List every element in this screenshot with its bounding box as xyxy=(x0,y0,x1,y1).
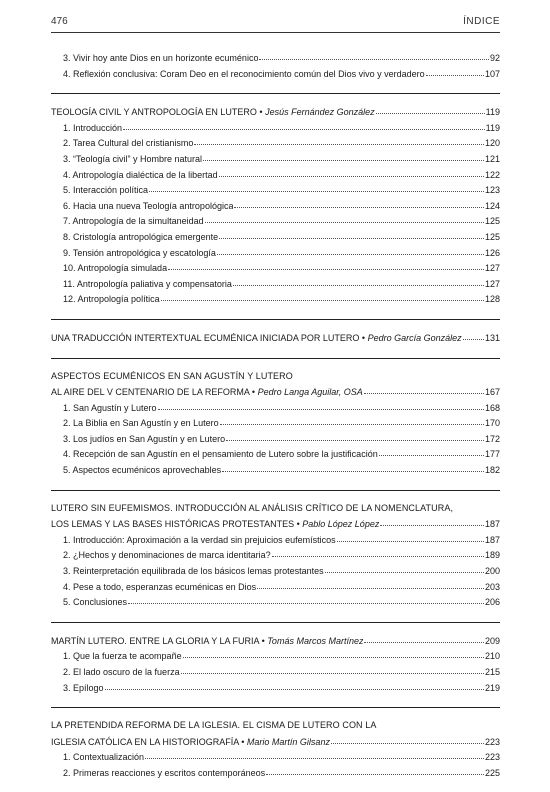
dot-leader xyxy=(219,166,484,177)
page-ref: 223 xyxy=(484,752,500,763)
entry-label: 3. Vivir hoy ante Dios en un horizonte ecuménico xyxy=(63,53,259,63)
page-ref: 189 xyxy=(484,550,500,561)
page-ref: 200 xyxy=(484,566,500,577)
dot-leader xyxy=(205,212,484,223)
entry-label: 1. Introducción: Aproximación a la verdad sin prejuicios eufemísticos xyxy=(63,534,336,545)
entry-label: 1. Introducción xyxy=(63,122,123,133)
toc-entry[interactable] xyxy=(51,664,500,680)
dot-leader xyxy=(259,49,489,60)
dot-leader xyxy=(217,244,484,255)
page-ref: 223 xyxy=(484,736,500,747)
dot-leader xyxy=(194,134,484,145)
entry-label: 4. Pese a todo, esperanzas ecuménicas en Dios xyxy=(63,581,257,592)
entry-label: 5. Conclusiones xyxy=(63,597,128,608)
toc-entry[interactable] xyxy=(51,198,500,214)
toc-entry[interactable] xyxy=(51,120,500,136)
author-bullet: • xyxy=(259,107,263,118)
page-ref: 225 xyxy=(484,767,500,778)
section-author: Mario Martín Gilsanz xyxy=(246,736,330,747)
entry-label: 4. Antropología dialéctica de la libertad xyxy=(63,169,218,180)
dot-leader xyxy=(376,103,485,114)
toc-entry[interactable] xyxy=(51,446,500,462)
page-ref: 203 xyxy=(484,581,500,592)
toc-entry[interactable] xyxy=(51,547,500,563)
section-heading-text xyxy=(51,331,462,347)
page-ref: 177 xyxy=(484,449,500,460)
page-ref: 172 xyxy=(484,433,500,444)
toc-entry[interactable] xyxy=(51,151,500,167)
page-ref: 168 xyxy=(484,402,500,413)
dot-leader xyxy=(364,383,484,394)
page-ref: 206 xyxy=(484,597,500,608)
page-ref: 170 xyxy=(484,418,500,429)
page-ref: 107 xyxy=(484,68,500,79)
dot-leader xyxy=(226,430,484,441)
page-ref: 167 xyxy=(484,387,500,398)
entry-label: 2. La Biblia en San Agustín y en Lutero xyxy=(63,418,219,429)
toc-entry[interactable] xyxy=(51,749,500,765)
dot-leader xyxy=(123,119,485,130)
dot-leader xyxy=(203,150,484,161)
section-heading[interactable] xyxy=(51,734,500,750)
toc-section xyxy=(51,93,500,307)
toc-section xyxy=(51,358,500,478)
dot-leader xyxy=(272,546,484,557)
entry-label: 4. Reflexión conclusiva: Coram Deo en el reconocimiento común del Dios vivo y verdadero xyxy=(63,68,425,79)
section-heading[interactable] xyxy=(51,104,500,120)
entry-label: 4. Recepción de san Agustín en el pensamiento de Lutero sobre la justificación xyxy=(63,449,378,460)
toc-entry[interactable] xyxy=(51,765,500,781)
page-ref: 127 xyxy=(484,278,500,289)
entry-label: 8. Cristología antropológica emergente xyxy=(63,231,219,242)
dot-leader xyxy=(426,65,484,76)
entry-label: 2. El lado oscuro de la fuerza xyxy=(63,667,180,677)
dot-leader xyxy=(257,578,484,589)
section-heading[interactable] xyxy=(51,516,500,532)
author-bullet: • xyxy=(296,519,300,530)
page-ref: 187 xyxy=(484,534,500,545)
toc-entry[interactable] xyxy=(51,260,500,276)
dot-leader xyxy=(463,329,484,340)
running-title: ÍNDICE xyxy=(463,16,500,27)
dot-leader xyxy=(233,275,484,286)
dot-leader xyxy=(364,632,484,643)
entry-label: 11. Antropología paliativa y compensatoria xyxy=(63,278,232,289)
toc-section xyxy=(51,319,500,346)
entry-label: 5. Interacción política xyxy=(63,185,149,196)
entry-label: 2. Tarea Cultural del cristianismo xyxy=(63,138,194,149)
section-title: UNA TRADUCCIÓN INTERTEXTUAL ECUMÉNICA INICIADA POR LUTERO xyxy=(51,332,360,343)
page-ref: 182 xyxy=(484,465,500,476)
entry-label: 1. Que la fuerza te acompañe xyxy=(63,651,182,662)
entry-label: 3. Epílogo xyxy=(63,682,104,693)
page-ref: 125 xyxy=(484,216,500,227)
toc-entry[interactable] xyxy=(51,579,500,595)
section-title: TEOLOGÍA CIVIL Y ANTROPOLOGÍA EN LUTERO xyxy=(51,107,257,118)
dot-leader xyxy=(380,515,484,526)
page-header xyxy=(51,14,500,33)
entry-label: 5. Aspectos ecuménicos aprovechables xyxy=(63,465,222,476)
entry-label: 1. San Agustín y Lutero xyxy=(63,402,157,413)
toc-entry[interactable] xyxy=(51,66,500,82)
dot-leader xyxy=(337,531,484,542)
page-ref: 131 xyxy=(484,332,500,343)
section-title: MARTÍN LUTERO. ENTRE LA GLORIA Y LA FURIA xyxy=(51,635,260,646)
page-ref: 127 xyxy=(484,263,500,274)
toc-entry[interactable] xyxy=(51,415,500,431)
entry-label: 9. Tensión antropológica y escatología xyxy=(63,247,216,258)
page-ref: 210 xyxy=(484,651,500,662)
dot-leader xyxy=(158,399,484,410)
toc-entry[interactable] xyxy=(51,648,500,664)
dot-leader xyxy=(219,228,484,239)
dot-leader xyxy=(379,445,484,456)
toc-entry[interactable] xyxy=(51,462,500,478)
entry-label: 2. Primeras reacciones y escritos contemporáneos xyxy=(63,767,266,778)
toc-entry[interactable] xyxy=(51,182,500,198)
section-author: Jesús Fernández González xyxy=(265,107,375,118)
author-bullet: • xyxy=(251,387,256,398)
toc-entry[interactable] xyxy=(51,532,500,548)
author-bullet: • xyxy=(261,635,265,646)
section-title: LOS LEMAS Y LAS BASES HISTÓRICAS PROTESTANTES xyxy=(51,519,295,530)
dot-leader xyxy=(145,748,484,759)
page-ref: 125 xyxy=(484,231,500,242)
dot-leader xyxy=(128,593,484,604)
author-bullet: • xyxy=(361,332,366,343)
toc-entry[interactable] xyxy=(51,229,500,245)
toc-section xyxy=(51,50,500,81)
section-title-line: LUTERO SIN EUFEMISMOS. INTRODUCCIÓN AL ANÁLISIS CRÍTICO DE LA NOMENCLATURA, xyxy=(51,502,454,513)
table-of-contents xyxy=(51,50,500,781)
page-ref: 128 xyxy=(484,294,500,305)
toc-entry[interactable] xyxy=(51,680,500,696)
entry-label: 1. Contextualización xyxy=(63,752,145,763)
dot-leader xyxy=(266,764,484,775)
page-ref: 187 xyxy=(484,519,500,530)
toc-section xyxy=(51,707,500,780)
page-ref: 209 xyxy=(484,635,500,646)
page-ref: 121 xyxy=(484,153,500,164)
toc-section xyxy=(51,622,500,695)
toc-entry[interactable] xyxy=(51,167,500,183)
toc-entry[interactable] xyxy=(51,431,500,447)
dot-leader xyxy=(161,290,484,301)
section-title-line: LA PRETENDIDA REFORMA DE LA IGLESIA. EL CISMA DE LUTERO CON LA xyxy=(51,720,377,731)
toc-entry[interactable] xyxy=(51,276,500,292)
section-heading[interactable] xyxy=(51,330,500,346)
toc-entry[interactable] xyxy=(51,50,500,66)
section-author: Tomás Marcos Martínez xyxy=(267,635,364,646)
toc-entry[interactable] xyxy=(51,291,500,307)
entry-label: 3. “Teología civil” y Hombre natural xyxy=(63,153,203,164)
toc-entry[interactable] xyxy=(51,213,500,229)
entry-label: 3. Reinterpretación equilibrada de los básicos lemas protestantes xyxy=(63,566,324,577)
page-ref: 123 xyxy=(484,185,500,196)
dot-leader xyxy=(168,259,484,270)
entry-label: 7. Antropología de la simultaneidad xyxy=(63,216,204,227)
section-title: AL AIRE DEL V CENTENARIO DE LA REFORMA xyxy=(51,387,250,398)
page-ref: 119 xyxy=(485,122,500,133)
page-number: 476 xyxy=(51,16,68,27)
dot-leader xyxy=(234,197,484,208)
dot-leader xyxy=(325,562,484,573)
section-author: Pedro Langa Aguilar, OSA xyxy=(257,387,363,398)
entry-label: 6. Hacia una nueva Teología antropológica xyxy=(63,200,234,211)
page-ref: 219 xyxy=(484,682,500,693)
dot-leader xyxy=(331,733,484,744)
toc-entry[interactable] xyxy=(51,245,500,261)
dot-leader xyxy=(220,414,484,425)
page-ref: 120 xyxy=(484,138,500,149)
section-heading[interactable] xyxy=(51,384,500,400)
toc-entry[interactable] xyxy=(51,594,500,610)
entry-label: 12. Antropología política xyxy=(63,294,160,305)
dot-leader xyxy=(183,647,484,658)
section-heading[interactable] xyxy=(51,633,500,649)
page-ref: 126 xyxy=(484,247,500,258)
dot-leader xyxy=(181,663,484,674)
entry-label: 2. ¿Hechos y denominaciones de marca identitaria? xyxy=(63,550,271,561)
page-ref: 215 xyxy=(484,667,500,677)
section-heading-text xyxy=(51,517,379,533)
page-ref: 92 xyxy=(489,53,500,63)
toc-section xyxy=(51,490,500,610)
entry-label: 3. Los judíos en San Agustín y en Lutero xyxy=(63,433,226,444)
dot-leader xyxy=(222,461,484,472)
section-author: Pablo López López xyxy=(302,519,380,530)
section-title: IGLESIA CATÓLICA EN LA HISTORIOGRAFÍA xyxy=(51,736,239,747)
section-author: Pedro García González xyxy=(367,332,462,343)
dot-leader xyxy=(149,181,484,192)
dot-leader xyxy=(105,679,484,690)
entry-label: 10. Antropología simulada xyxy=(63,263,168,274)
page-ref: 122 xyxy=(484,169,500,180)
toc-entry[interactable] xyxy=(51,563,500,579)
toc-entry[interactable] xyxy=(51,400,500,416)
page-ref: 119 xyxy=(485,107,500,118)
page-ref: 124 xyxy=(484,200,500,211)
toc-entry[interactable] xyxy=(51,135,500,151)
author-bullet: • xyxy=(241,736,245,747)
section-title-line: ASPECTOS ECUMÉNICOS EN SAN AGUSTÍN Y LUTERO xyxy=(51,370,293,381)
